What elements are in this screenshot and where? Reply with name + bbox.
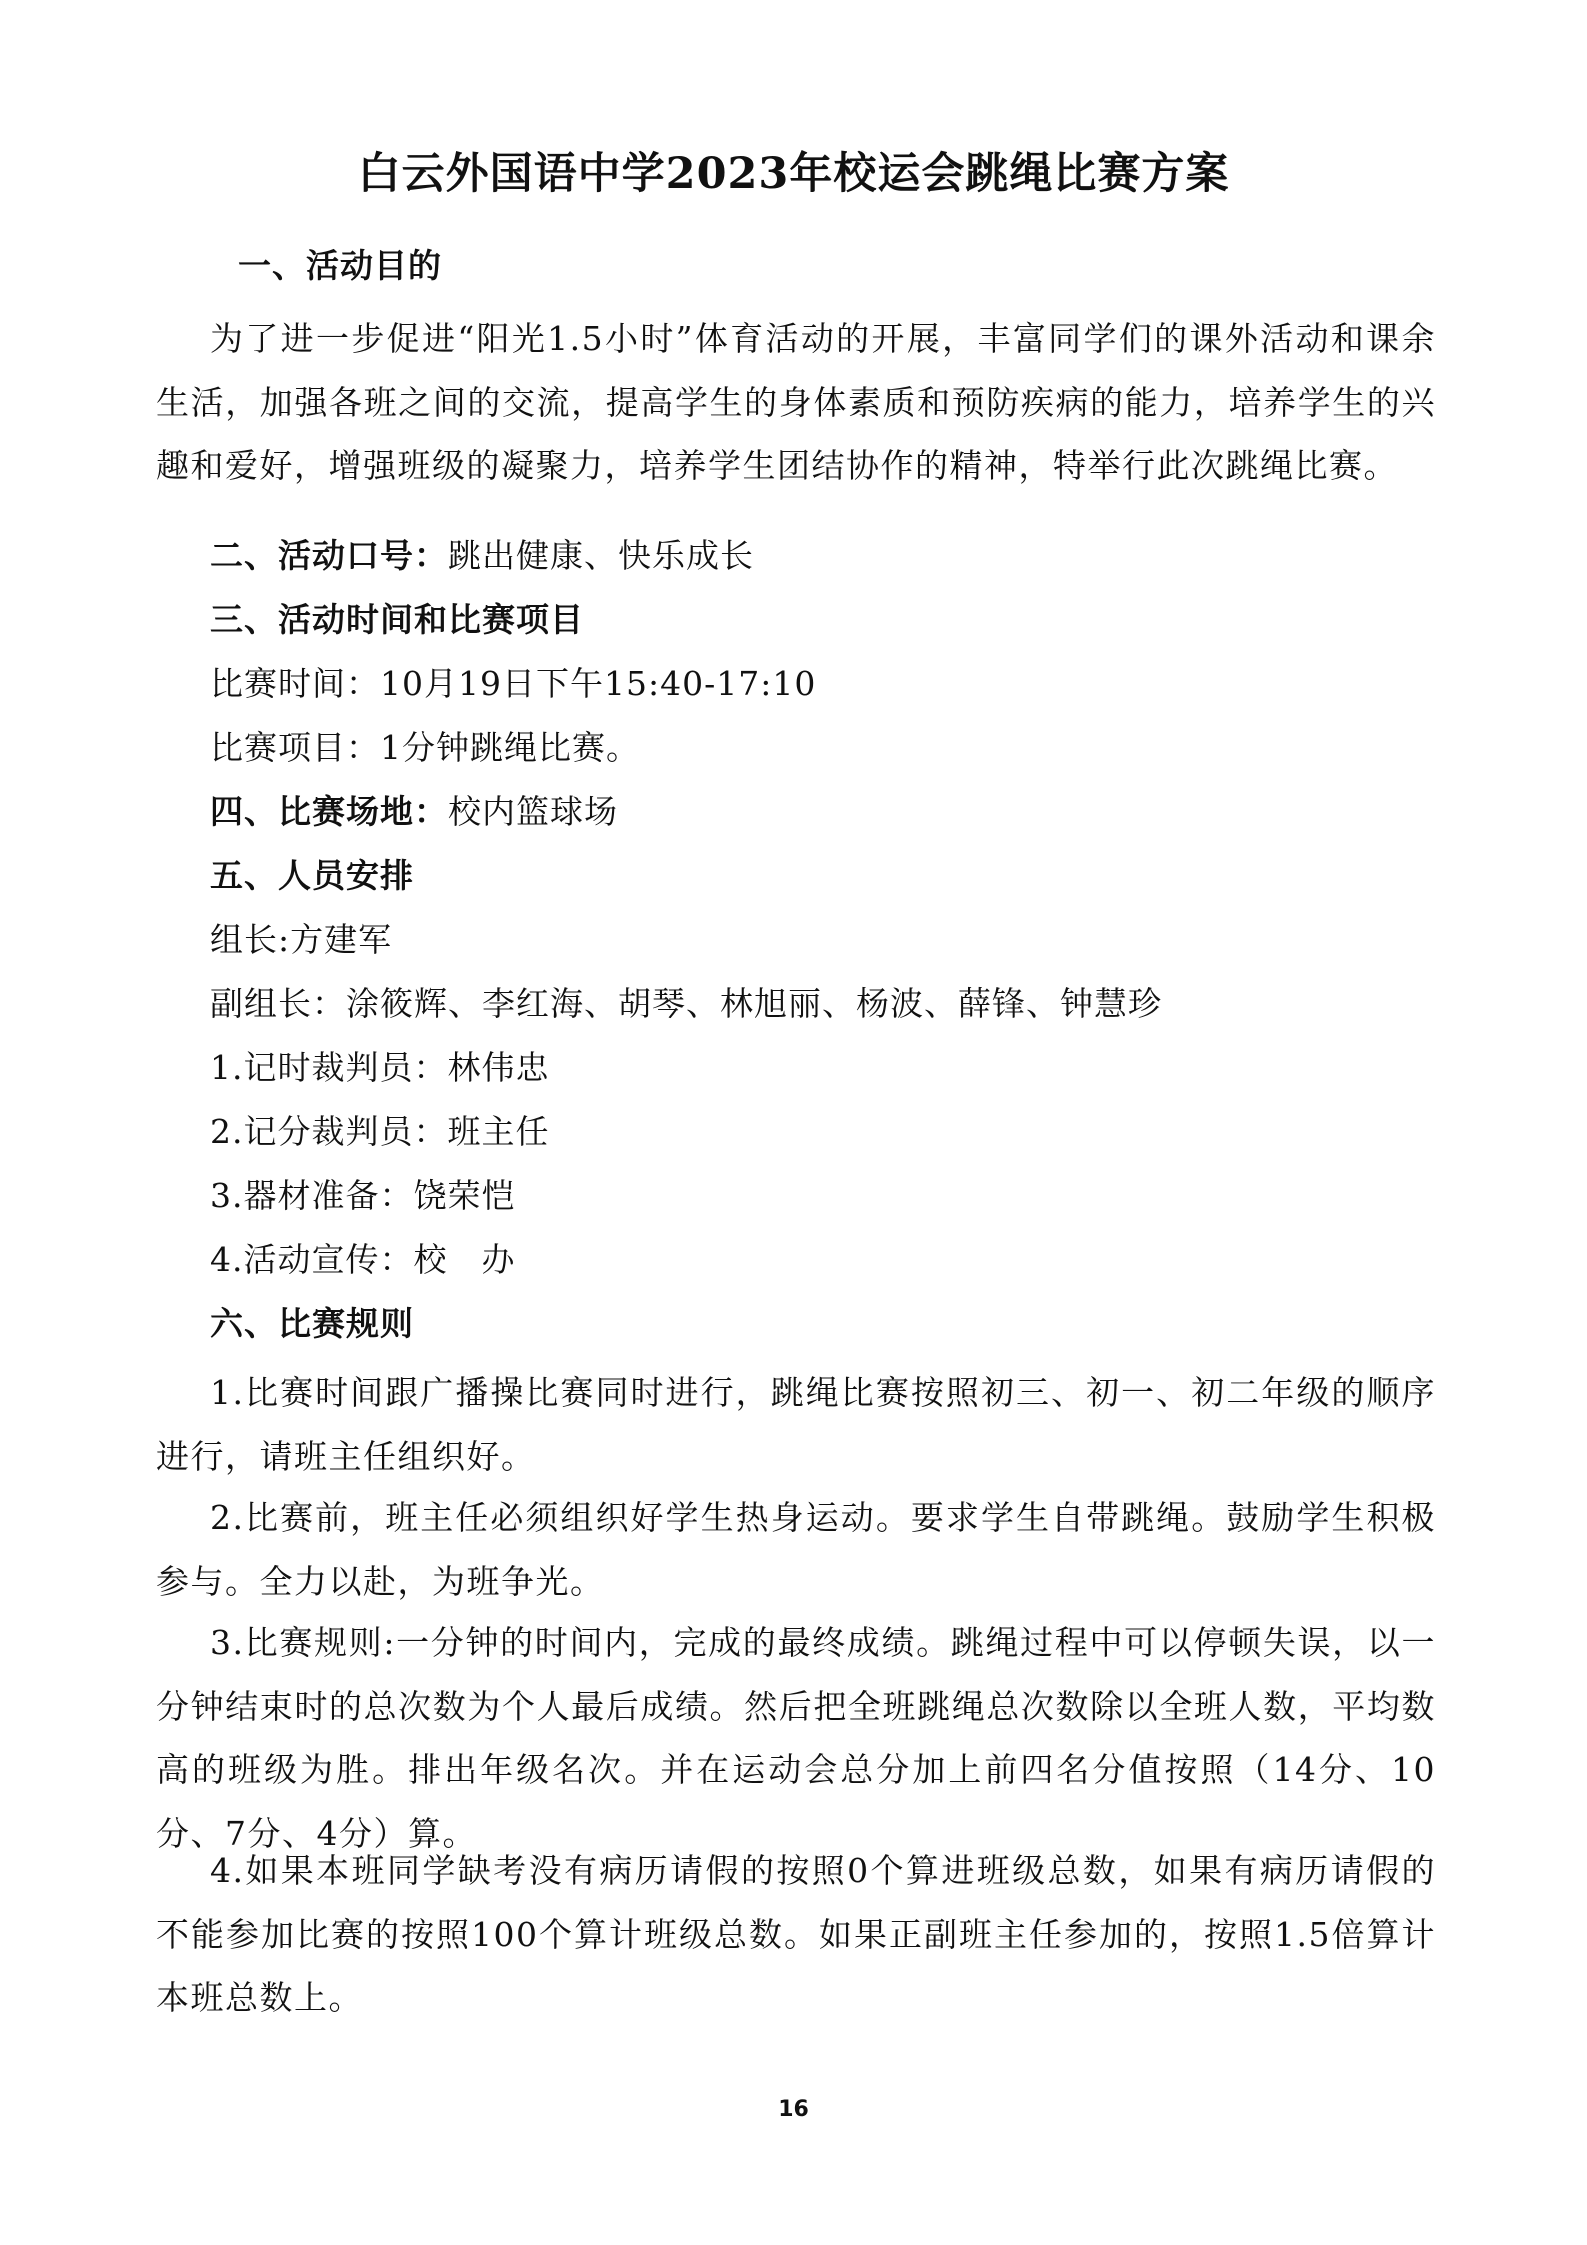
staff-leader: 组长:方建军 xyxy=(210,920,393,959)
section-heading-staff: 五、人员安排 xyxy=(210,856,414,895)
slogan-value: 跳出健康、快乐成长 xyxy=(448,536,754,575)
staff-item-equipment: 3.器材准备：饶荣恺 xyxy=(210,1176,516,1215)
rule-4: 4.如果本班同学缺考没有病历请假的按照0个算进班级总数，如果有病历请假的不能参加比赛的按照100个算计班级总数。如果正副班主任参加的，按照1.5倍算计本班总数上。 xyxy=(156,1851,1436,2017)
document-title: 白云外国语中学2023年校运会跳绳比赛方案 xyxy=(357,149,1230,199)
page-number: 16 xyxy=(778,2097,809,2122)
section-heading-purpose: 一、活动目的 xyxy=(238,246,442,285)
staff-deputy: 副组长：涂筱辉、李红海、胡琴、林旭丽、杨波、薛锋、钟慧珍 xyxy=(210,984,1162,1023)
section-heading-venue: 四、比赛场地： xyxy=(210,792,448,831)
section-heading-rules: 六、比赛规则 xyxy=(210,1304,414,1343)
rule-2: 2.比赛前，班主任必须组织好学生热身运动。要求学生自带跳绳。鼓励学生积极参与。全力以赴，为班争光。 xyxy=(156,1498,1436,1601)
staff-item-publicity: 4.活动宣传：校 办 xyxy=(210,1240,516,1279)
section-body-purpose: 为了进一步促进“阳光1.5小时”体育活动的开展，丰富同学们的课外活动和课余生活，加强各班之间的交流，提高学生的身体素质和预防疾病的能力，培养学生的兴趣和爱好，增强班级的凝聚力，培养学生团结协作的精神，特举行此次跳绳比赛。 xyxy=(156,319,1436,485)
staff-item-scorekeeper: 2.记分裁判员：班主任 xyxy=(210,1112,550,1151)
section-slogan xyxy=(210,534,754,578)
section-venue xyxy=(210,790,618,834)
section-heading-slogan: 二、活动口号： xyxy=(210,536,448,575)
staff-item-timekeeper: 1.记时裁判员：林伟忠 xyxy=(210,1048,550,1087)
section-heading-time: 三、活动时间和比赛项目 xyxy=(210,600,584,639)
competition-event: 比赛项目：1分钟跳绳比赛。 xyxy=(210,728,640,767)
competition-time: 比赛时间：10月19日下午15:40-17:10 xyxy=(210,664,817,703)
venue-value: 校内篮球场 xyxy=(448,792,618,831)
rule-1: 1.比赛时间跟广播操比赛同时进行，跳绳比赛按照初三、初一、初二年级的顺序进行，请班主任组织好。 xyxy=(156,1373,1436,1476)
rule-3: 3.比赛规则:一分钟的时间内，完成的最终成绩。跳绳过程中可以停顿失误，以一分钟结束时的总次数为个人最后成绩。然后把全班跳绳总次数除以全班人数，平均数高的班级为胜。排出年级名次。并在运动会总分加上前四名分值按照（14分、10分、7分、4分）算。 xyxy=(156,1623,1436,1853)
